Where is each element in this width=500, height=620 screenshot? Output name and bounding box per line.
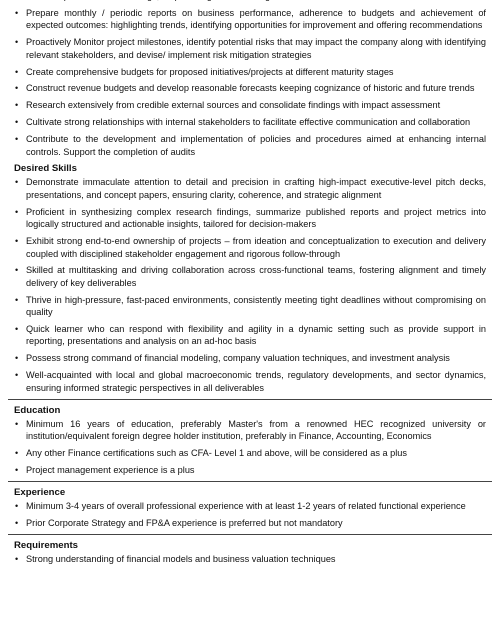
desired-skills-list xyxy=(0,176,500,394)
bullet-icon: • xyxy=(15,553,19,564)
experience-heading: Experience xyxy=(14,486,66,498)
section-divider xyxy=(8,481,492,482)
list-item: • Minimum 16 years of education, preferably Master's from a renowned HEC recognized university or institution/equivalent foreign degree holder institution, preferably in Finance, Accounting, Economics xyxy=(15,418,486,441)
list-item: • Thrive in high-pressure, fast-paced environments, consistently meeting tight deadlines without compromising on quality xyxy=(15,294,486,318)
list-item: • Research extensively from credible external sources and consolidate findings with impact assessment xyxy=(15,100,441,111)
bullet-icon: • xyxy=(15,517,19,528)
bullet-icon: • xyxy=(15,83,19,94)
list-item: • Strong understanding of financial models and business valuation techniques xyxy=(15,553,336,564)
list-item: • Possess strong command of financial modeling, company valuation techniques, and investment analysis xyxy=(15,353,450,364)
bullet-icon: • xyxy=(15,236,19,247)
bullet-icon: • xyxy=(15,117,19,128)
bullet-icon: • xyxy=(15,447,19,458)
bullet-icon: • xyxy=(15,134,19,145)
list-item: • Exhibit strong end-to-end ownership of projects – from ideation and conceptualization to execution and delivery coupled with disciplined stakeholder engagement and rigorous follow-through xyxy=(15,236,486,259)
list-item: • Proactively Monitor project milestones, identify potential risks that may impact the company along with identifying relevant stakeholders, and devise/ implement risk mitigation strategies xyxy=(15,37,486,60)
list-item: • Contribute to the development and implementation of policies and procedures aimed at enhancing internal controls. Support the completion of audits xyxy=(15,134,486,157)
requirements-heading: Requirements xyxy=(14,539,78,551)
bullet-icon: • xyxy=(15,370,19,381)
experience-list xyxy=(0,500,500,529)
bullet-icon: • xyxy=(15,37,19,48)
list-item: • Prior Corporate Strategy and FP&A experience is preferred but not mandatory xyxy=(15,517,343,528)
list-item: • Proficient in synthesizing complex research findings, summarize published reports and project metrics into logically structured and actionable insights, tailored for decision-makers xyxy=(15,206,486,230)
list-item: • Create comprehensive budgets for proposed initiatives/projects at different maturity stages xyxy=(15,66,394,77)
desired-skills-heading: Desired Skills xyxy=(14,163,77,175)
list-item: • Well-acquainted with local and global macroeconomic trends, regulatory developments, and sector dynamics, ensuring informed strategic perspectives in all deliverables xyxy=(15,370,486,393)
bullet-icon: • xyxy=(15,324,19,335)
education-list xyxy=(0,418,500,477)
bullet-icon: • xyxy=(15,265,19,276)
bullet-icon: • xyxy=(15,294,19,305)
bullet-icon: • xyxy=(15,418,19,429)
bullet-icon: • xyxy=(15,177,19,188)
bullet-icon: • xyxy=(15,100,19,111)
bullet-icon: • xyxy=(15,66,19,77)
list-item xyxy=(26,0,486,2)
list-item: • Cultivate strong relationships with internal stakeholders to facilitate effective communication and collaboration xyxy=(15,117,471,128)
list-item: • Any other Finance certifications such as CFA- Level 1 and above, will be considered as a plus xyxy=(15,447,407,458)
bullet-icon: • xyxy=(15,500,19,511)
requirements-list xyxy=(0,553,500,565)
list-item: • Project management experience is a plus xyxy=(15,464,195,475)
bullet-icon: • xyxy=(15,7,19,18)
list-item: • Skilled at multitasking and driving collaboration across cross-functional teams, fostering alignment and timely delivery of key deliverables xyxy=(15,265,486,288)
list-item: • Quick learner who can respond with flexibility and agility in a dynamic setting such as provide support in reporting, presentations and analysis on an ad-hoc basis xyxy=(15,324,486,347)
bullet-icon: • xyxy=(15,353,19,364)
list-item: • Demonstrate immaculate attention to detail and precision in crafting high-impact executive-level pitch decks, presentations, and concept papers, ensuring clarity, coherence, and strategic alignment xyxy=(15,177,486,200)
list-item: • Prepare monthly / periodic reports on business performance, adherence to budgets and achievement of expected outcomes: highlighting trends, identifying opportunities for improvement and offering recommendations xyxy=(15,7,486,31)
section-divider xyxy=(8,399,492,400)
responsibilities-list xyxy=(0,0,500,158)
list-item: • Minimum 3-4 years of overall professional experience with at least 1-2 years of related functional experience xyxy=(15,500,466,511)
list-item: • Construct revenue budgets and develop reasonable forecasts keeping cognizance of historic and future trends xyxy=(15,83,475,94)
section-divider xyxy=(8,534,492,535)
bullet-icon: • xyxy=(15,464,19,475)
bullet-icon: • xyxy=(15,206,19,217)
education-heading: Education xyxy=(14,404,61,416)
bullet-icon xyxy=(15,0,18,2)
